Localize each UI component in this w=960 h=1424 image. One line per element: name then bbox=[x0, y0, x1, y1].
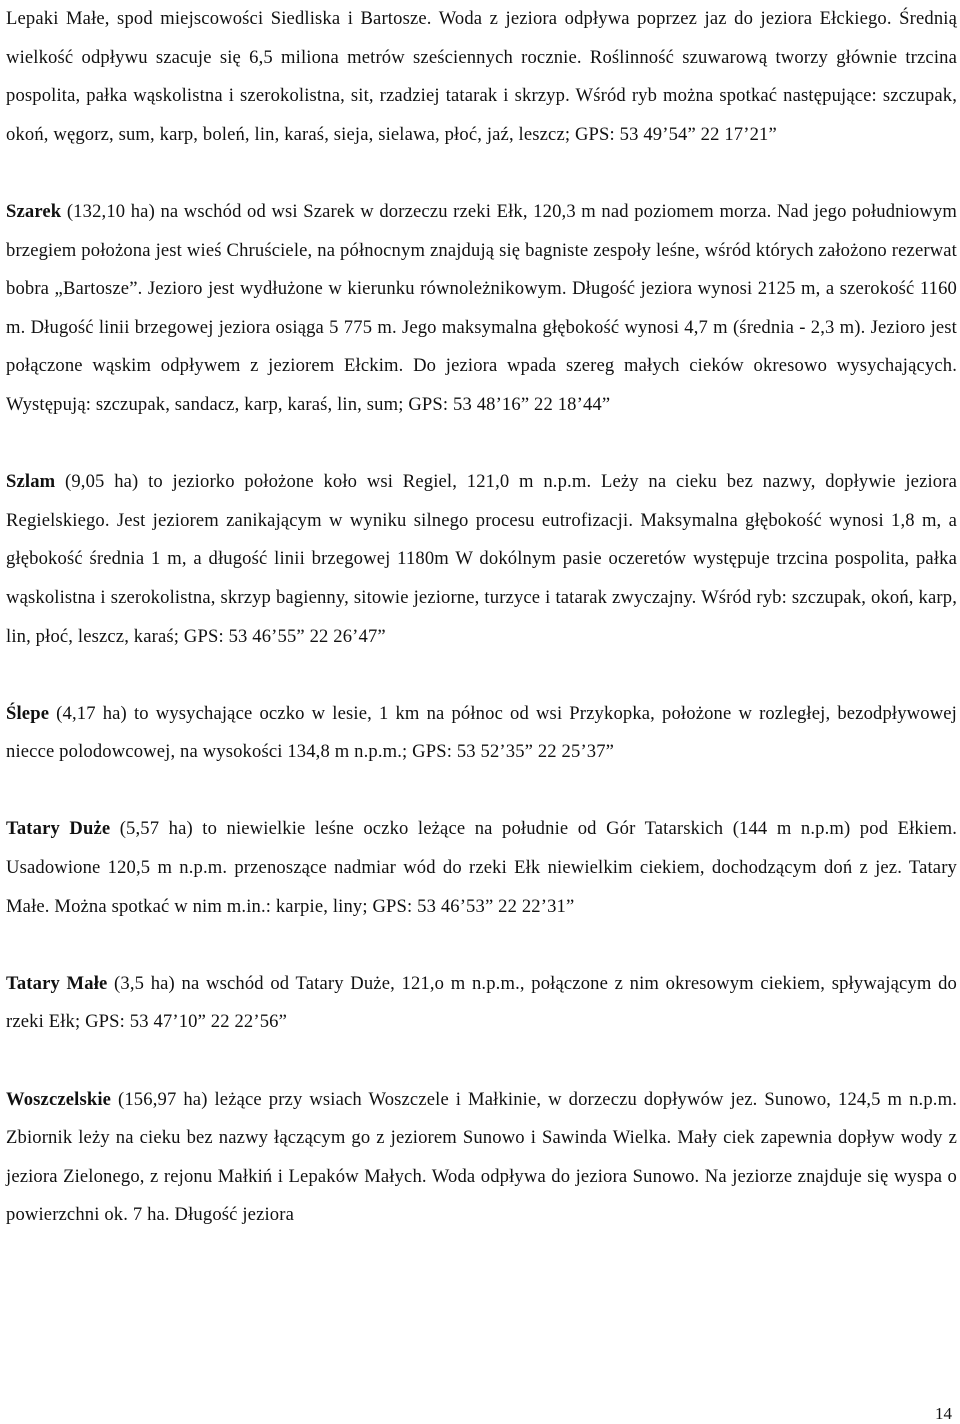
page-number: 14 bbox=[935, 1404, 952, 1423]
document-page bbox=[6, 0, 957, 1235]
paragraph-text: (4,17 ha) to wysychające oczko w lesie, 1 km na północ od wsi Przykopka, położone w rozległej, bezodpływowej niecce polodowcowej, na wysokości 134,8 m n.p.m.; GPS: 53 52’35” 22 25’37” bbox=[6, 702, 957, 763]
paragraph-szlam bbox=[6, 463, 957, 656]
paragraph-text: (156,97 ha) leżące przy wsiach Woszczele i Małkinie, w dorzeczu dopływów jez. Sunowo, 124,5 m n.p.m. Zbiornik leży na cieku bez nazwy łączącym go z jeziorem Sunowo i Sawinda Wielka. Mały ciek zapewnia dopływ wody z jeziora Zielonego, z rejonu Małkiń i Lepaków Małych. Woda odpływa do jeziora Sunowo. Na jeziorze znajduje się wyspa o powierzchni ok. 7 ha. Długość jeziora bbox=[6, 1088, 957, 1226]
paragraph-text: (132,10 ha) na wschód od wsi Szarek w dorzeczu rzeki Ełk, 120,3 m nad poziomem morza. Nad jego południowym brzegiem położona jest wieś Chruściele, na północnym znajdują się bagniste zespoły leśne, wśród których założono rezerwat bobra „Bartosze”. Jezioro jest wydłużone w kierunku równoleżnikowym. Długość jeziora wynosi 2125 m, a szerokość 1160 m. Długość linii brzegowej jeziora osiąga 5 775 m. Jego maksymalna głębokość wynosi 4,7 m (średnia - 2,3 m). Jezioro jest połączone wąskim odpływem z jeziorem Ełckim. Do jeziora wpada szereg małych cieków okresowo wysychających. Występują: szczupak, sandacz, karp, karaś, lin, sum; GPS: 53 48’16” 22 18’44” bbox=[6, 200, 957, 415]
paragraph-lepaki-male-continued bbox=[6, 0, 957, 154]
paragraph-text: (5,57 ha) to niewielkie leśne oczko leżące na południe od Gór Tatarskich (144 m n.p.m) pod Ełkiem. Usadowione 120,5 m n.p.m. przenoszące nadmiar wód do rzeki Ełk niewielkim ciekiem, dochodzącym doń z jez. Tatary Małe. Można spotkać w nim m.in.: karpie, liny; GPS: 53 46’53” 22 22’31” bbox=[6, 818, 957, 917]
paragraph-text: (3,5 ha) na wschód od Tatary Duże, 121,o m n.p.m., połączone z nim okresowym ciekiem, spływającym do rzeki Ełk; GPS: 53 47’10” 22 22’56” bbox=[6, 972, 957, 1033]
lake-name: Woszczelskie bbox=[6, 1088, 112, 1110]
lake-name: Szlam bbox=[6, 471, 56, 493]
paragraph-slepe bbox=[6, 695, 957, 772]
paragraph-woszczelskie bbox=[6, 1081, 957, 1235]
paragraph-szarek bbox=[6, 193, 957, 425]
paragraph-text: Lepaki Małe, spod miejscowości Siedliska i Bartosze. Woda z jeziora odpływa poprzez jaz do jeziora Ełckiego. Średnią wielkość odpływu szacuje się 6,5 miliona metrów sześciennych rocznie. Roślinność szuwarową tworzy głównie trzcina pospolita, pałka wąskolistna i szerokolistna, sit, rzadziej tatarak i skrzyp. Wśród ryb można spotkać następujące: szczupak, okoń, węgorz, sum, karp, boleń, lin, karaś, sieja, sielawa, płoć, jaź, leszcz; GPS: 53 49’54” 22 17’21” bbox=[6, 8, 957, 145]
paragraph-tatary-duze bbox=[6, 810, 957, 926]
lake-name: Tatary Duże bbox=[6, 818, 111, 840]
paragraph-tatary-male bbox=[6, 965, 957, 1042]
paragraph-text: (9,05 ha) to jeziorko położone koło wsi Regiel, 121,0 m n.p.m. Leży na cieku bez nazwy, dopływie jeziora Regielskiego. Jest jeziorem zanikającym w wyniku silnego procesu eutrofizacji. Maksymalna głębokość wynosi 1,8 m, a głębokość średnia 1 m, a długość linii brzegowej 1180m W dokólnym pasie oczeretów występuje trzcina pospolita, pałka wąskolistna i szerokolistna, skrzyp bagienny, sitowie jeziorne, turzyce i tatarak zwyczajny. Wśród ryb: szczupak, okoń, karp, lin, płoć, leszcz, karaś; GPS: 53 46’55” 22 26’47” bbox=[6, 471, 957, 647]
lake-name: Tatary Małe bbox=[6, 972, 108, 994]
lake-name: Szarek bbox=[6, 200, 62, 222]
lake-name: Ślepe bbox=[6, 702, 50, 724]
